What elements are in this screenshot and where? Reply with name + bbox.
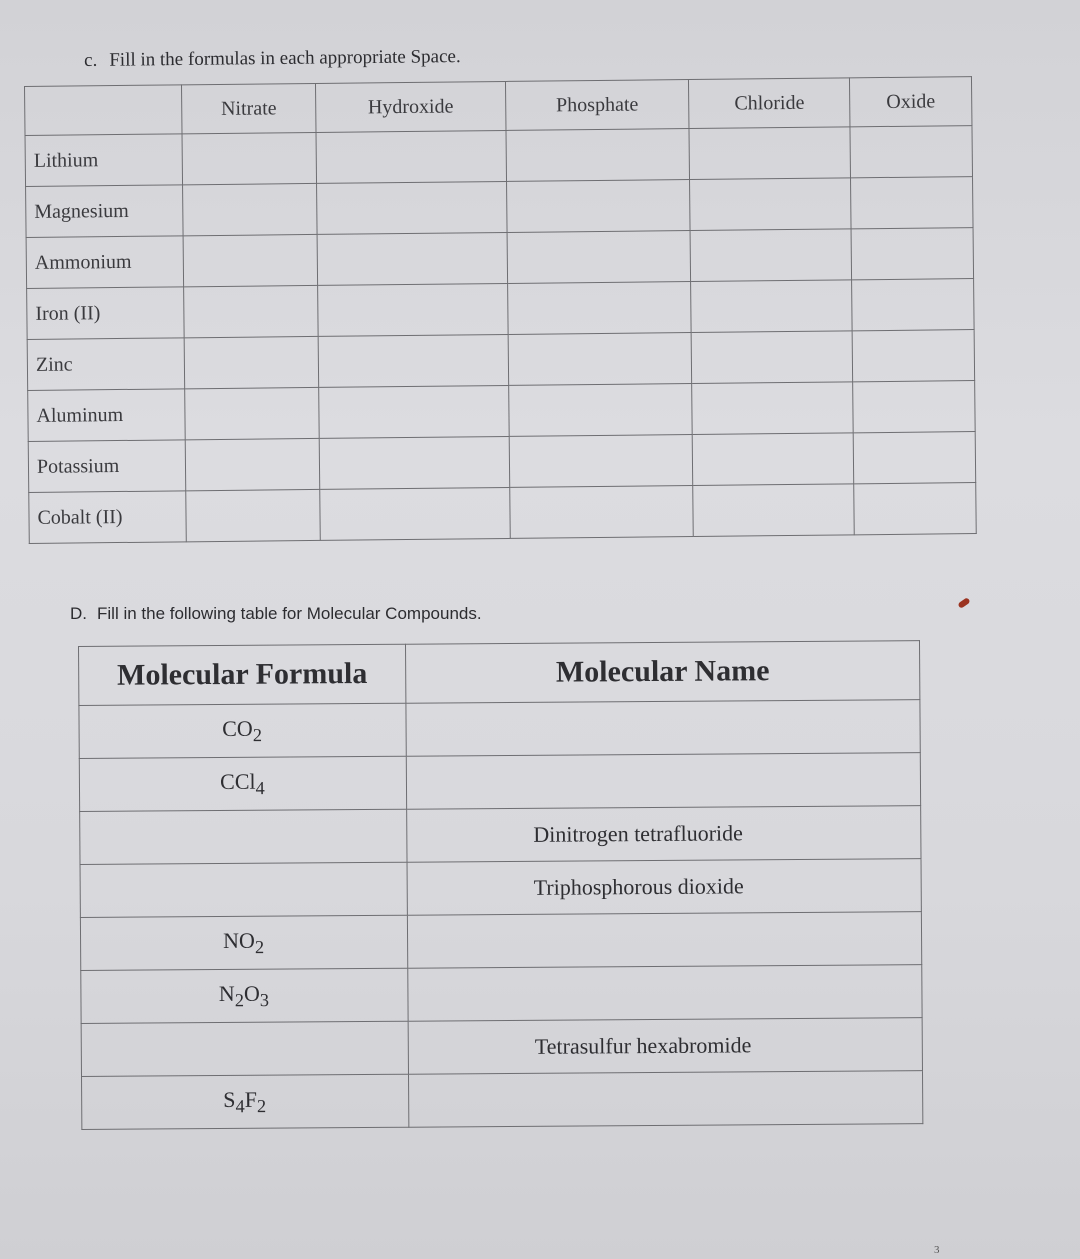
formula-cell (82, 1074, 409, 1129)
answer-cell[interactable] (509, 486, 693, 539)
section-c-heading (84, 46, 461, 72)
column-header-nitrate: Nitrate (181, 83, 316, 133)
formula-answer-cell[interactable] (80, 862, 407, 917)
answer-cell[interactable] (690, 229, 851, 282)
name-cell: Tetrasulfur hexabromide (408, 1018, 922, 1075)
answer-cell[interactable] (185, 387, 320, 439)
row-label-potassium: Potassium (28, 440, 186, 493)
formula-subscript: 4 (255, 777, 265, 798)
answer-cell[interactable] (506, 129, 690, 182)
name-answer-cell[interactable] (406, 753, 920, 810)
column-header-molecular-name: Molecular Name (405, 641, 919, 704)
answer-cell[interactable] (316, 130, 506, 183)
answer-cell[interactable] (184, 285, 319, 337)
column-header-molecular-formula: Molecular Formula (79, 644, 406, 705)
formula-text: S (223, 1086, 236, 1112)
table-row (81, 965, 922, 1024)
formula-subscript: 2 (256, 1095, 267, 1116)
answer-cell[interactable] (186, 489, 321, 541)
answer-cell[interactable] (183, 183, 318, 235)
table-row (80, 912, 921, 971)
section-c-instruction: Fill in the formulas in each appropriate Space. (109, 46, 461, 71)
section-d-letter: D. (70, 604, 87, 623)
answer-cell[interactable] (319, 436, 509, 489)
row-label-iron-ii: Iron (II) (27, 287, 185, 340)
ionic-corner-cell (25, 85, 183, 136)
column-header-oxide: Oxide (850, 77, 972, 127)
answer-cell[interactable] (691, 331, 852, 384)
answer-cell[interactable] (509, 435, 693, 488)
molecular-compounds-table (78, 640, 923, 1130)
answer-cell[interactable] (692, 433, 853, 486)
answer-cell[interactable] (689, 127, 850, 180)
formula-cell (80, 915, 407, 970)
column-header-hydroxide: Hydroxide (316, 81, 506, 132)
answer-cell[interactable] (508, 384, 692, 437)
formula-answer-cell[interactable] (80, 809, 407, 864)
answer-cell[interactable] (185, 438, 320, 490)
name-answer-cell[interactable] (408, 1071, 922, 1128)
section-d-instruction: Fill in the following table for Molecular Compounds. (97, 604, 482, 623)
answer-cell[interactable] (852, 279, 974, 331)
molecular-header-row (79, 641, 920, 706)
answer-cell[interactable] (852, 330, 974, 382)
formula-text: O (243, 980, 260, 1006)
column-header-chloride: Chloride (689, 78, 850, 129)
answer-cell[interactable] (853, 381, 975, 433)
answer-cell[interactable] (182, 132, 317, 184)
formula-cell (79, 703, 406, 758)
table-row (80, 859, 921, 918)
answer-cell[interactable] (508, 333, 692, 386)
formula-cell (81, 968, 408, 1023)
table-row (81, 1018, 922, 1077)
formula-text: NO (222, 927, 255, 953)
row-label-zinc: Zinc (27, 338, 185, 391)
answer-cell[interactable] (850, 126, 972, 178)
formula-subscript: 2 (234, 990, 245, 1011)
answer-cell[interactable] (854, 483, 976, 535)
answer-cell[interactable] (319, 385, 509, 438)
formula-subscript: 2 (254, 936, 265, 957)
answer-cell[interactable] (317, 181, 507, 234)
answer-cell[interactable] (691, 280, 852, 333)
formula-text: CO (222, 715, 253, 741)
answer-cell[interactable] (320, 487, 510, 540)
answer-cell[interactable] (690, 178, 851, 231)
answer-cell[interactable] (851, 228, 973, 280)
answer-cell[interactable] (851, 177, 973, 229)
formula-answer-cell[interactable] (81, 1021, 408, 1076)
table-row (80, 806, 921, 865)
answer-cell[interactable] (183, 234, 318, 286)
name-answer-cell[interactable] (407, 912, 921, 969)
answer-cell[interactable] (507, 231, 691, 284)
name-answer-cell[interactable] (408, 965, 922, 1022)
answer-cell[interactable] (184, 336, 319, 388)
table-row (79, 700, 920, 759)
row-label-ammonium: Ammonium (26, 236, 184, 289)
answer-cell[interactable] (317, 232, 507, 285)
formula-cell (79, 756, 406, 811)
table-row (79, 753, 920, 812)
column-header-phosphate: Phosphate (505, 80, 689, 131)
row-label-lithium: Lithium (25, 134, 183, 187)
formula-text: CCl (220, 768, 256, 794)
pen-mark (957, 597, 970, 609)
answer-cell[interactable] (507, 282, 691, 335)
answer-cell[interactable] (318, 283, 508, 336)
section-d-heading (70, 604, 482, 624)
formula-text: F (244, 1086, 258, 1112)
table-row (29, 483, 976, 544)
row-label-aluminum: Aluminum (28, 389, 186, 442)
row-label-cobalt-ii: Cobalt (II) (29, 491, 187, 544)
answer-cell[interactable] (693, 484, 854, 537)
answer-cell[interactable] (853, 432, 975, 484)
row-label-magnesium: Magnesium (26, 185, 184, 238)
section-c-letter: c. (84, 49, 98, 71)
name-cell: Dinitrogen tetrafluoride (407, 806, 921, 863)
formula-subscript: 2 (252, 724, 263, 745)
formula-text: N (218, 980, 235, 1006)
ionic-formula-table (24, 76, 977, 544)
name-answer-cell[interactable] (406, 700, 920, 757)
table-row (82, 1071, 923, 1130)
answer-cell[interactable] (506, 180, 690, 233)
answer-cell[interactable] (318, 334, 508, 387)
name-cell: Triphosphorous dioxide (407, 859, 921, 916)
page-number: 3 (934, 1244, 940, 1256)
formula-subscript: 4 (235, 1096, 245, 1117)
formula-subscript: 3 (259, 989, 270, 1010)
answer-cell[interactable] (692, 382, 853, 435)
